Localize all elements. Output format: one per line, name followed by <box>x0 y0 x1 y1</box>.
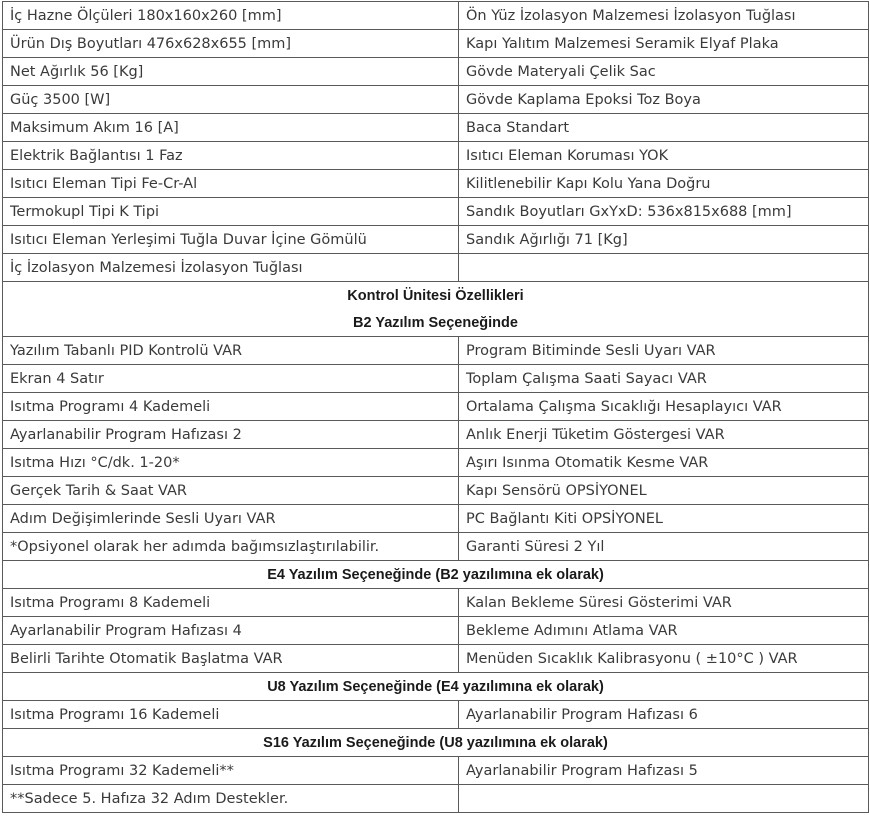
spec-cell-right: Anlık Enerji Tüketim Göstergesi VAR <box>459 421 869 449</box>
table-row <box>3 58 869 86</box>
spec-cell-left: **Sadece 5. Hafıza 32 Adım Destekler. <box>3 785 459 813</box>
spec-cell-right: Sandık Boyutları GxYxD: 536x815x688 [mm] <box>459 198 869 226</box>
spec-cell-left: Isıtıcı Eleman Tipi Fe-Cr-Al <box>3 170 459 198</box>
spec-cell-right: Bekleme Adımını Atlama VAR <box>459 617 869 645</box>
spec-cell-right: Sandık Ağırlığı 71 [Kg] <box>459 226 869 254</box>
spec-cell-left: İç Hazne Ölçüleri 180x160x260 [mm] <box>3 2 459 30</box>
table-row <box>3 757 869 785</box>
table-row <box>3 142 869 170</box>
spec-cell-left: Isıtma Programı 8 Kademeli <box>3 589 459 617</box>
section-header-row <box>3 729 869 757</box>
spec-cell-right: Ayarlanabilir Program Hafızası 6 <box>459 701 869 729</box>
section-header: S16 Yazılım Seçeneğinde (U8 yazılımına ek olarak) <box>3 729 869 757</box>
spec-cell-left: Elektrik Bağlantısı 1 Faz <box>3 142 459 170</box>
spec-cell-left: Yazılım Tabanlı PID Kontrolü VAR <box>3 337 459 365</box>
spec-cell-left: Belirli Tarihte Otomatik Başlatma VAR <box>3 645 459 673</box>
spec-cell-left: *Opsiyonel olarak her adımda bağımsızlaştırılabilir. <box>3 533 459 561</box>
spec-cell-right: Baca Standart <box>459 114 869 142</box>
table-row <box>3 393 869 421</box>
table-row <box>3 617 869 645</box>
spec-cell-left: Ayarlanabilir Program Hafızası 2 <box>3 421 459 449</box>
spec-cell-right: Garanti Süresi 2 Yıl <box>459 533 869 561</box>
table-row <box>3 86 869 114</box>
table-row <box>3 449 869 477</box>
table-row <box>3 30 869 58</box>
table-row <box>3 533 869 561</box>
spec-cell-right: Kalan Bekleme Süresi Gösterimi VAR <box>459 589 869 617</box>
table-row <box>3 114 869 142</box>
section-header-row <box>3 282 869 310</box>
spec-cell-right: Kapı Yalıtım Malzemesi Seramik Elyaf Plaka <box>459 30 869 58</box>
spec-cell-right: Ayarlanabilir Program Hafızası 5 <box>459 757 869 785</box>
spec-cell-right: Isıtıcı Eleman Koruması YOK <box>459 142 869 170</box>
spec-cell-right: Gövde Materyali Çelik Sac <box>459 58 869 86</box>
spec-cell-right: PC Bağlantı Kiti OPSİYONEL <box>459 505 869 533</box>
spec-cell-left: Ürün Dış Boyutları 476x628x655 [mm] <box>3 30 459 58</box>
spec-cell-right: Menüden Sıcaklık Kalibrasyonu ( ±10°C ) VAR <box>459 645 869 673</box>
spec-cell-left: Isıtma Programı 4 Kademeli <box>3 393 459 421</box>
section-header: Kontrol Ünitesi Özellikleri <box>3 282 869 310</box>
table-row <box>3 477 869 505</box>
table-row <box>3 645 869 673</box>
table-row <box>3 254 869 282</box>
section-header: U8 Yazılım Seçeneğinde (E4 yazılımına ek olarak) <box>3 673 869 701</box>
section-header-row <box>3 673 869 701</box>
spec-cell-left: Termokupl Tipi K Tipi <box>3 198 459 226</box>
table-row <box>3 505 869 533</box>
spec-cell-right: Ortalama Çalışma Sıcaklığı Hesaplayıcı VAR <box>459 393 869 421</box>
table-row <box>3 785 869 813</box>
specifications-table <box>2 1 869 813</box>
spec-cell-left: Isıtma Programı 32 Kademeli** <box>3 757 459 785</box>
spec-cell-right: Toplam Çalışma Saati Sayacı VAR <box>459 365 869 393</box>
section-header-row <box>3 309 869 337</box>
table-row <box>3 365 869 393</box>
section-header-row <box>3 561 869 589</box>
spec-cell-left: Güç 3500 [W] <box>3 86 459 114</box>
specifications-table-body <box>3 2 869 813</box>
spec-cell-left: Isıtma Programı 16 Kademeli <box>3 701 459 729</box>
spec-cell-left: İç İzolasyon Malzemesi İzolasyon Tuğlası <box>3 254 459 282</box>
section-header: E4 Yazılım Seçeneğinde (B2 yazılımına ek olarak) <box>3 561 869 589</box>
spec-cell-right: Kilitlenebilir Kapı Kolu Yana Doğru <box>459 170 869 198</box>
spec-cell-right <box>459 254 869 282</box>
spec-cell-left: Maksimum Akım 16 [A] <box>3 114 459 142</box>
spec-cell-left: Adım Değişimlerinde Sesli Uyarı VAR <box>3 505 459 533</box>
spec-cell-left: Net Ağırlık 56 [Kg] <box>3 58 459 86</box>
spec-cell-left: Ekran 4 Satır <box>3 365 459 393</box>
spec-cell-right: Gövde Kaplama Epoksi Toz Boya <box>459 86 869 114</box>
spec-cell-left: Isıtma Hızı °C/dk. 1-20* <box>3 449 459 477</box>
spec-cell-left: Ayarlanabilir Program Hafızası 4 <box>3 617 459 645</box>
spec-cell-left: Gerçek Tarih & Saat VAR <box>3 477 459 505</box>
spec-cell-right: Aşırı Isınma Otomatik Kesme VAR <box>459 449 869 477</box>
table-row <box>3 421 869 449</box>
table-row <box>3 589 869 617</box>
table-row <box>3 170 869 198</box>
spec-cell-right: Kapı Sensörü OPSİYONEL <box>459 477 869 505</box>
table-row <box>3 2 869 30</box>
section-header: B2 Yazılım Seçeneğinde <box>3 309 869 337</box>
spec-cell-right <box>459 785 869 813</box>
spec-cell-right: Program Bitiminde Sesli Uyarı VAR <box>459 337 869 365</box>
table-row <box>3 337 869 365</box>
spec-cell-right: Ön Yüz İzolasyon Malzemesi İzolasyon Tuğlası <box>459 2 869 30</box>
spec-cell-left: Isıtıcı Eleman Yerleşimi Tuğla Duvar İçine Gömülü <box>3 226 459 254</box>
table-row <box>3 701 869 729</box>
table-row <box>3 198 869 226</box>
table-row <box>3 226 869 254</box>
